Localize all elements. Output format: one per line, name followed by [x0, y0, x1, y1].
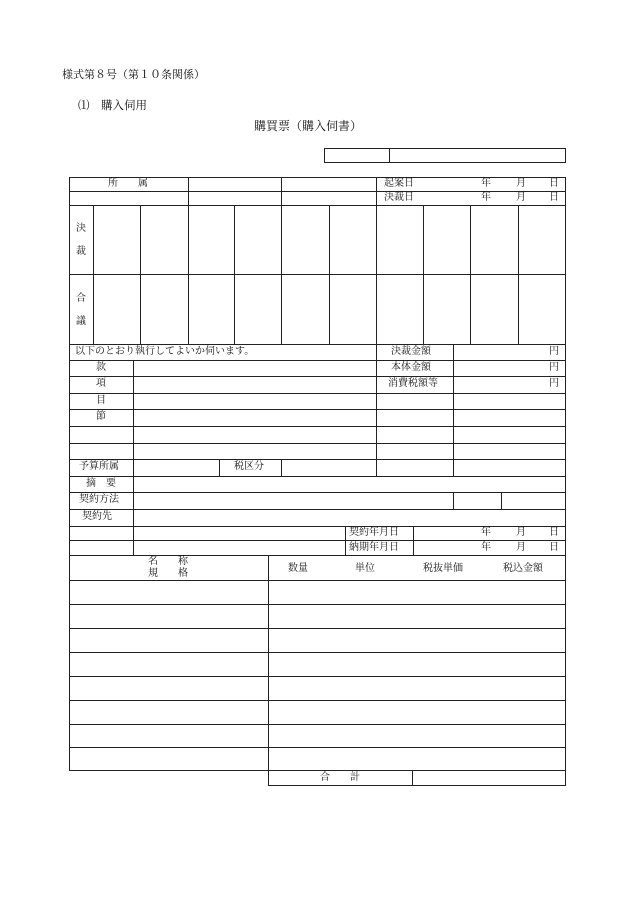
- amount-in-tax-header: 税込金額: [503, 563, 543, 574]
- shozoku-label: 所 属: [108, 178, 148, 189]
- section-label: ⑴ 購入伺用: [78, 98, 147, 112]
- setsu-label: 節: [96, 411, 106, 422]
- kian-day: 日: [549, 178, 559, 189]
- kan-label: 款: [96, 362, 106, 373]
- kian-date-label: 起案日: [384, 178, 414, 189]
- unit-header: 単位: [355, 563, 375, 574]
- kessai-year: 年: [481, 192, 491, 203]
- kessai-month: 月: [516, 192, 526, 203]
- page-title: 購買票（購入伺書）: [254, 119, 363, 133]
- kian-year: 年: [481, 178, 491, 189]
- request-statement: 以下のとおり執行してよいか伺います。: [75, 346, 255, 357]
- contract-method-label: 契約方法: [79, 494, 119, 505]
- yen-3: 円: [549, 378, 559, 389]
- qty-header: 数量: [288, 563, 308, 574]
- contract-year: 年: [481, 527, 491, 538]
- kessai-day: 日: [549, 192, 559, 203]
- tekiyou-label: 摘 要: [86, 478, 116, 489]
- contract-month: 月: [516, 527, 526, 538]
- form-number: 様式第８号（第１０条関係）: [62, 68, 205, 81]
- consumption-tax-label: 消費税額等: [388, 378, 438, 389]
- kou-label: 項: [96, 378, 106, 389]
- contract-day: 日: [549, 527, 559, 538]
- contractor-label: 契約先: [82, 511, 112, 522]
- kessai-amount-label: 決裁金額: [391, 346, 431, 357]
- kessai-char-1: 決: [76, 223, 86, 234]
- delivery-month: 月: [516, 542, 526, 553]
- gougi-char-2: 議: [76, 316, 86, 327]
- price-ex-tax-header: 税抜単価: [423, 563, 463, 574]
- yosan-shozoku-label: 予算所属: [79, 461, 119, 472]
- yen-2: 円: [549, 362, 559, 373]
- kessai-char-2: 裁: [76, 246, 86, 257]
- moku-label: 目: [96, 395, 106, 406]
- item-spec-header: 規 格: [148, 568, 188, 579]
- delivery-year: 年: [481, 542, 491, 553]
- yen-1: 円: [549, 346, 559, 357]
- item-name-header: 名 称: [148, 556, 188, 567]
- kessai-date-label: 決裁日: [384, 192, 414, 203]
- contract-date-label: 契約年月日: [349, 527, 399, 538]
- total-label: 合 計: [320, 772, 360, 783]
- hontai-amount-label: 本体金額: [391, 362, 431, 373]
- delivery-day: 日: [549, 542, 559, 553]
- gougi-char-1: 合: [76, 293, 86, 304]
- zeikubun-label: 税区分: [234, 461, 264, 472]
- kian-month: 月: [516, 178, 526, 189]
- delivery-date-label: 納期年月日: [349, 542, 399, 553]
